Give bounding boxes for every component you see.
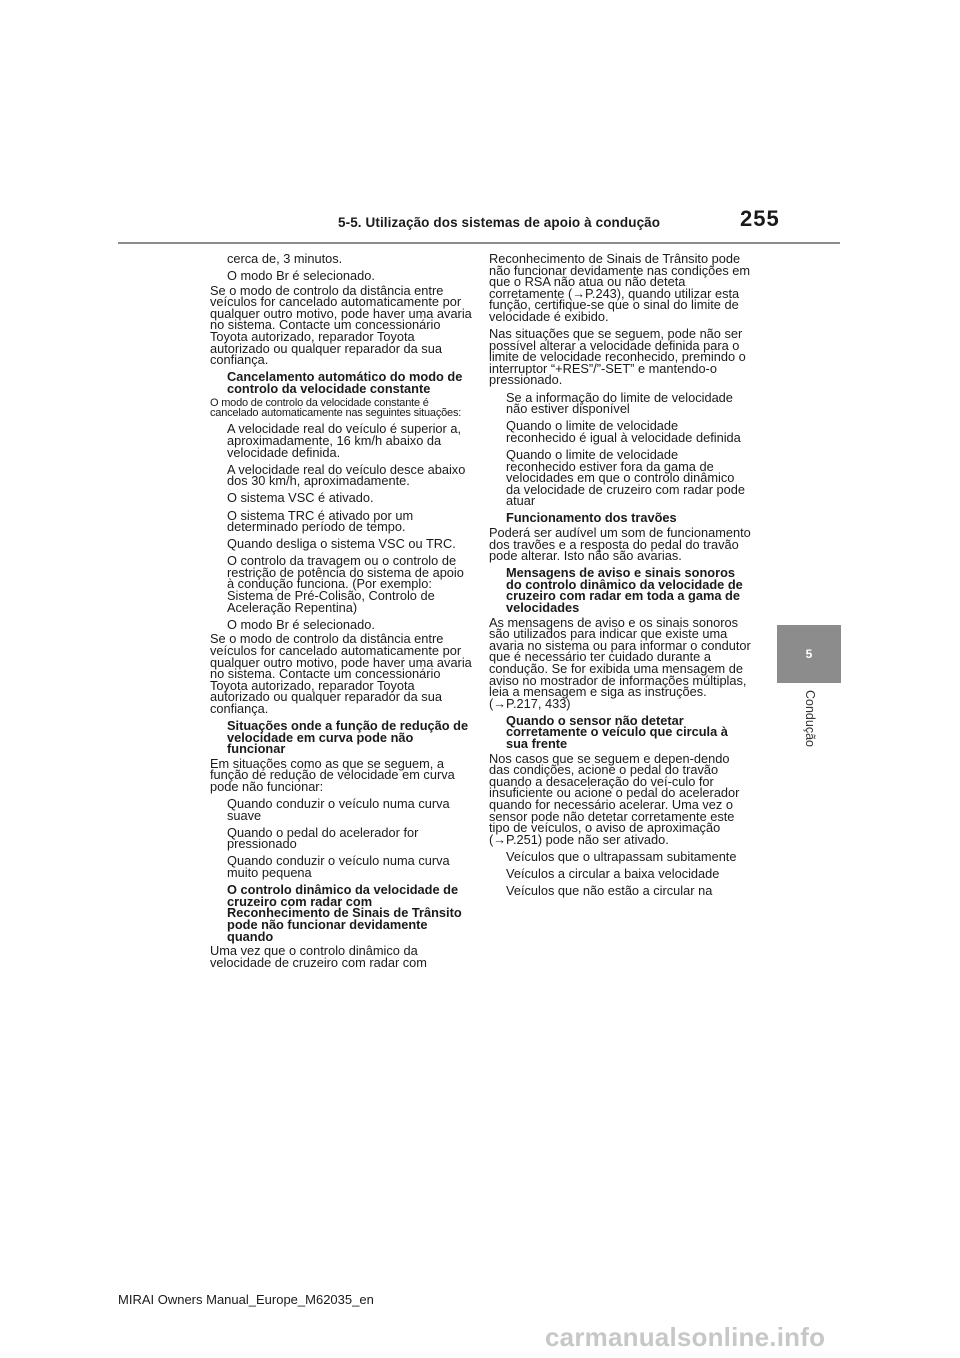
section-heading: Quando o sensor não detetar corretamente o veículo que circula à sua frente [506, 712, 728, 752]
paragraph: O modo Br é selecionado. [227, 268, 375, 284]
chapter-tab[interactable] [777, 625, 841, 683]
paragraph: Se o modo de controlo da distância entre veículos for cancelado automaticamente por qualquer outro motivo, pode haver uma avaria no sistema. Contacte um concessionário Toyota autorizado, reparador Toyota autorizado ou qualquer reparador da sua confiança. [210, 631, 472, 716]
paragraph: Em situações como as que se seguem, a função de redução de velocidade em curva pode não funcionar: [210, 755, 455, 794]
footer-manual-name: MIRAI Owners Manual_Europe_M62035_en [118, 1292, 374, 1307]
paragraph: Quando o limite de velocidade reconhecido é igual à velocidade definida [506, 418, 741, 445]
paragraph: O sistema VSC é ativado. [227, 490, 374, 506]
paragraph: cerca de, 3 minutos. [227, 251, 343, 266]
paragraph: Quando conduzir o veículo numa curva suave [227, 796, 450, 823]
paragraph: Quando o pedal do acelerador for pressionado [227, 824, 419, 852]
paragraph: A velocidade real do veículo desce abaixo dos 30 km/h, aproximadamente. [227, 461, 466, 489]
paragraph: A velocidade real do veículo é superior a, aproximadamente, 16 km/h abaixo da velocidade definida. [227, 421, 462, 460]
paragraph: Quando o limite de velocidade reconhecido estiver fora da gama de velocidades em que o controlo dinâmico da velocidade de cruzeiro com radar pode atuar [506, 446, 746, 509]
paragraph: O modo de controlo da velocidade constante é cancelado automaticamente nas seguintes situações: [210, 396, 462, 419]
chapter-number: 5 [805, 647, 813, 661]
paragraph: O modo Br é selecionado. [227, 616, 375, 632]
paragraph: Veículos que o ultrapassam subitamente [506, 848, 737, 864]
section-heading: Mensagens de aviso e sinais sonoros do controlo dinâmico da velocidade de cruzeiro com radar em toda a gama de velocidades [506, 565, 743, 616]
paragraph: Reconhecimento de Sinais de Trânsito pode não funcionar devidamente nas condições em que o RSA não atua ou não deteta corretamente (→P.243), quando utilizar esta função, certifique-se que o sinal do limite de velocidade é exibido. [489, 251, 751, 324]
paragraph: Se a informação do limite de velocidade não estiver disponível [506, 389, 733, 417]
paragraph: Uma vez que o controlo dinâmico da velocidade de cruzeiro com radar com [210, 943, 427, 970]
section-heading: Funcionamento dos travões [506, 510, 677, 526]
section-heading: Situações onde a função de redução de velocidade em curva pode não funcionar [227, 718, 469, 757]
paragraph: Veículos que não estão a circular na [506, 883, 713, 899]
paragraph: Poderá ser audível um som de funcionamento dos travões e a resposta do pedal do travão pode alterar. Isto não são avarias. [489, 524, 751, 564]
watermark: carmanualsonline.info [545, 1322, 826, 1352]
paragraph: O controlo da travagem ou o controlo de restrição de potência do sistema de apoio à condução funciona. (Por exemplo: Sistema de Pré-Colisão, Controlo de Aceleração Repentina) [227, 553, 464, 615]
chapter-label-container [780, 690, 840, 770]
chapter-label: Condução [803, 690, 817, 747]
section-title: 5-5. Utilização dos sistemas de apoio à condução [338, 215, 661, 230]
paragraph: O sistema TRC é ativado por um determinado período de tempo. [227, 507, 414, 535]
section-heading: O controlo dinâmico da velocidade de cruzeiro com radar com Reconhecimento de Sinais de Trânsito pode não funcionar devidamente quando [227, 882, 462, 944]
paragraph: Nos casos que se seguem e depen-dendo das condições, acione o pedal do travão quando a desaceleração do veí-culo for insuficiente ou acione o pedal do acelerador quando for necessário acelerar. Uma vez o sensor pode não detetar corretamente este tipo de veículos, o aviso de aproximação (→P.251) pode não ser ativado. [489, 750, 740, 847]
paragraph: Quando desliga o sistema VSC ou TRC. [227, 536, 456, 552]
paragraph: Se o modo de controlo da distância entre veículos for cancelado automaticamente por qualquer outro motivo, pode haver uma avaria no sistema. Contacte um concessionário Toyota autorizado, reparador Toyota autorizado ou qualquer reparador da sua confiança. [210, 282, 472, 368]
header-divider [118, 242, 840, 244]
left-column [210, 253, 472, 968]
paragraph: Veículos a circular a baixa velocidade [506, 866, 720, 881]
section-heading: Cancelamento automático do modo de controlo da velocidade constante [227, 369, 463, 396]
page-number: 255 [740, 206, 780, 231]
paragraph: As mensagens de aviso e os sinais sonoros são utilizados para indicar que existe uma avaria no sistema ou para informar o condutor que é necessário ter cuidado durante a condução. Se for exibida uma mensagem de aviso no mostrador de informações múltiplas, leia a mensagem e siga as instruções. (→P.217, 433) [489, 614, 751, 711]
paragraph: Quando conduzir o veículo numa curva muito pequena [227, 853, 450, 881]
paragraph: Nas situações que se seguem, pode não ser possível alterar a velocidade definida para o limite de velocidade reconhecido, premindo o interruptor “+RES”/”-SET” e mantendo-o pressionado. [489, 326, 746, 388]
right-column [489, 253, 751, 897]
